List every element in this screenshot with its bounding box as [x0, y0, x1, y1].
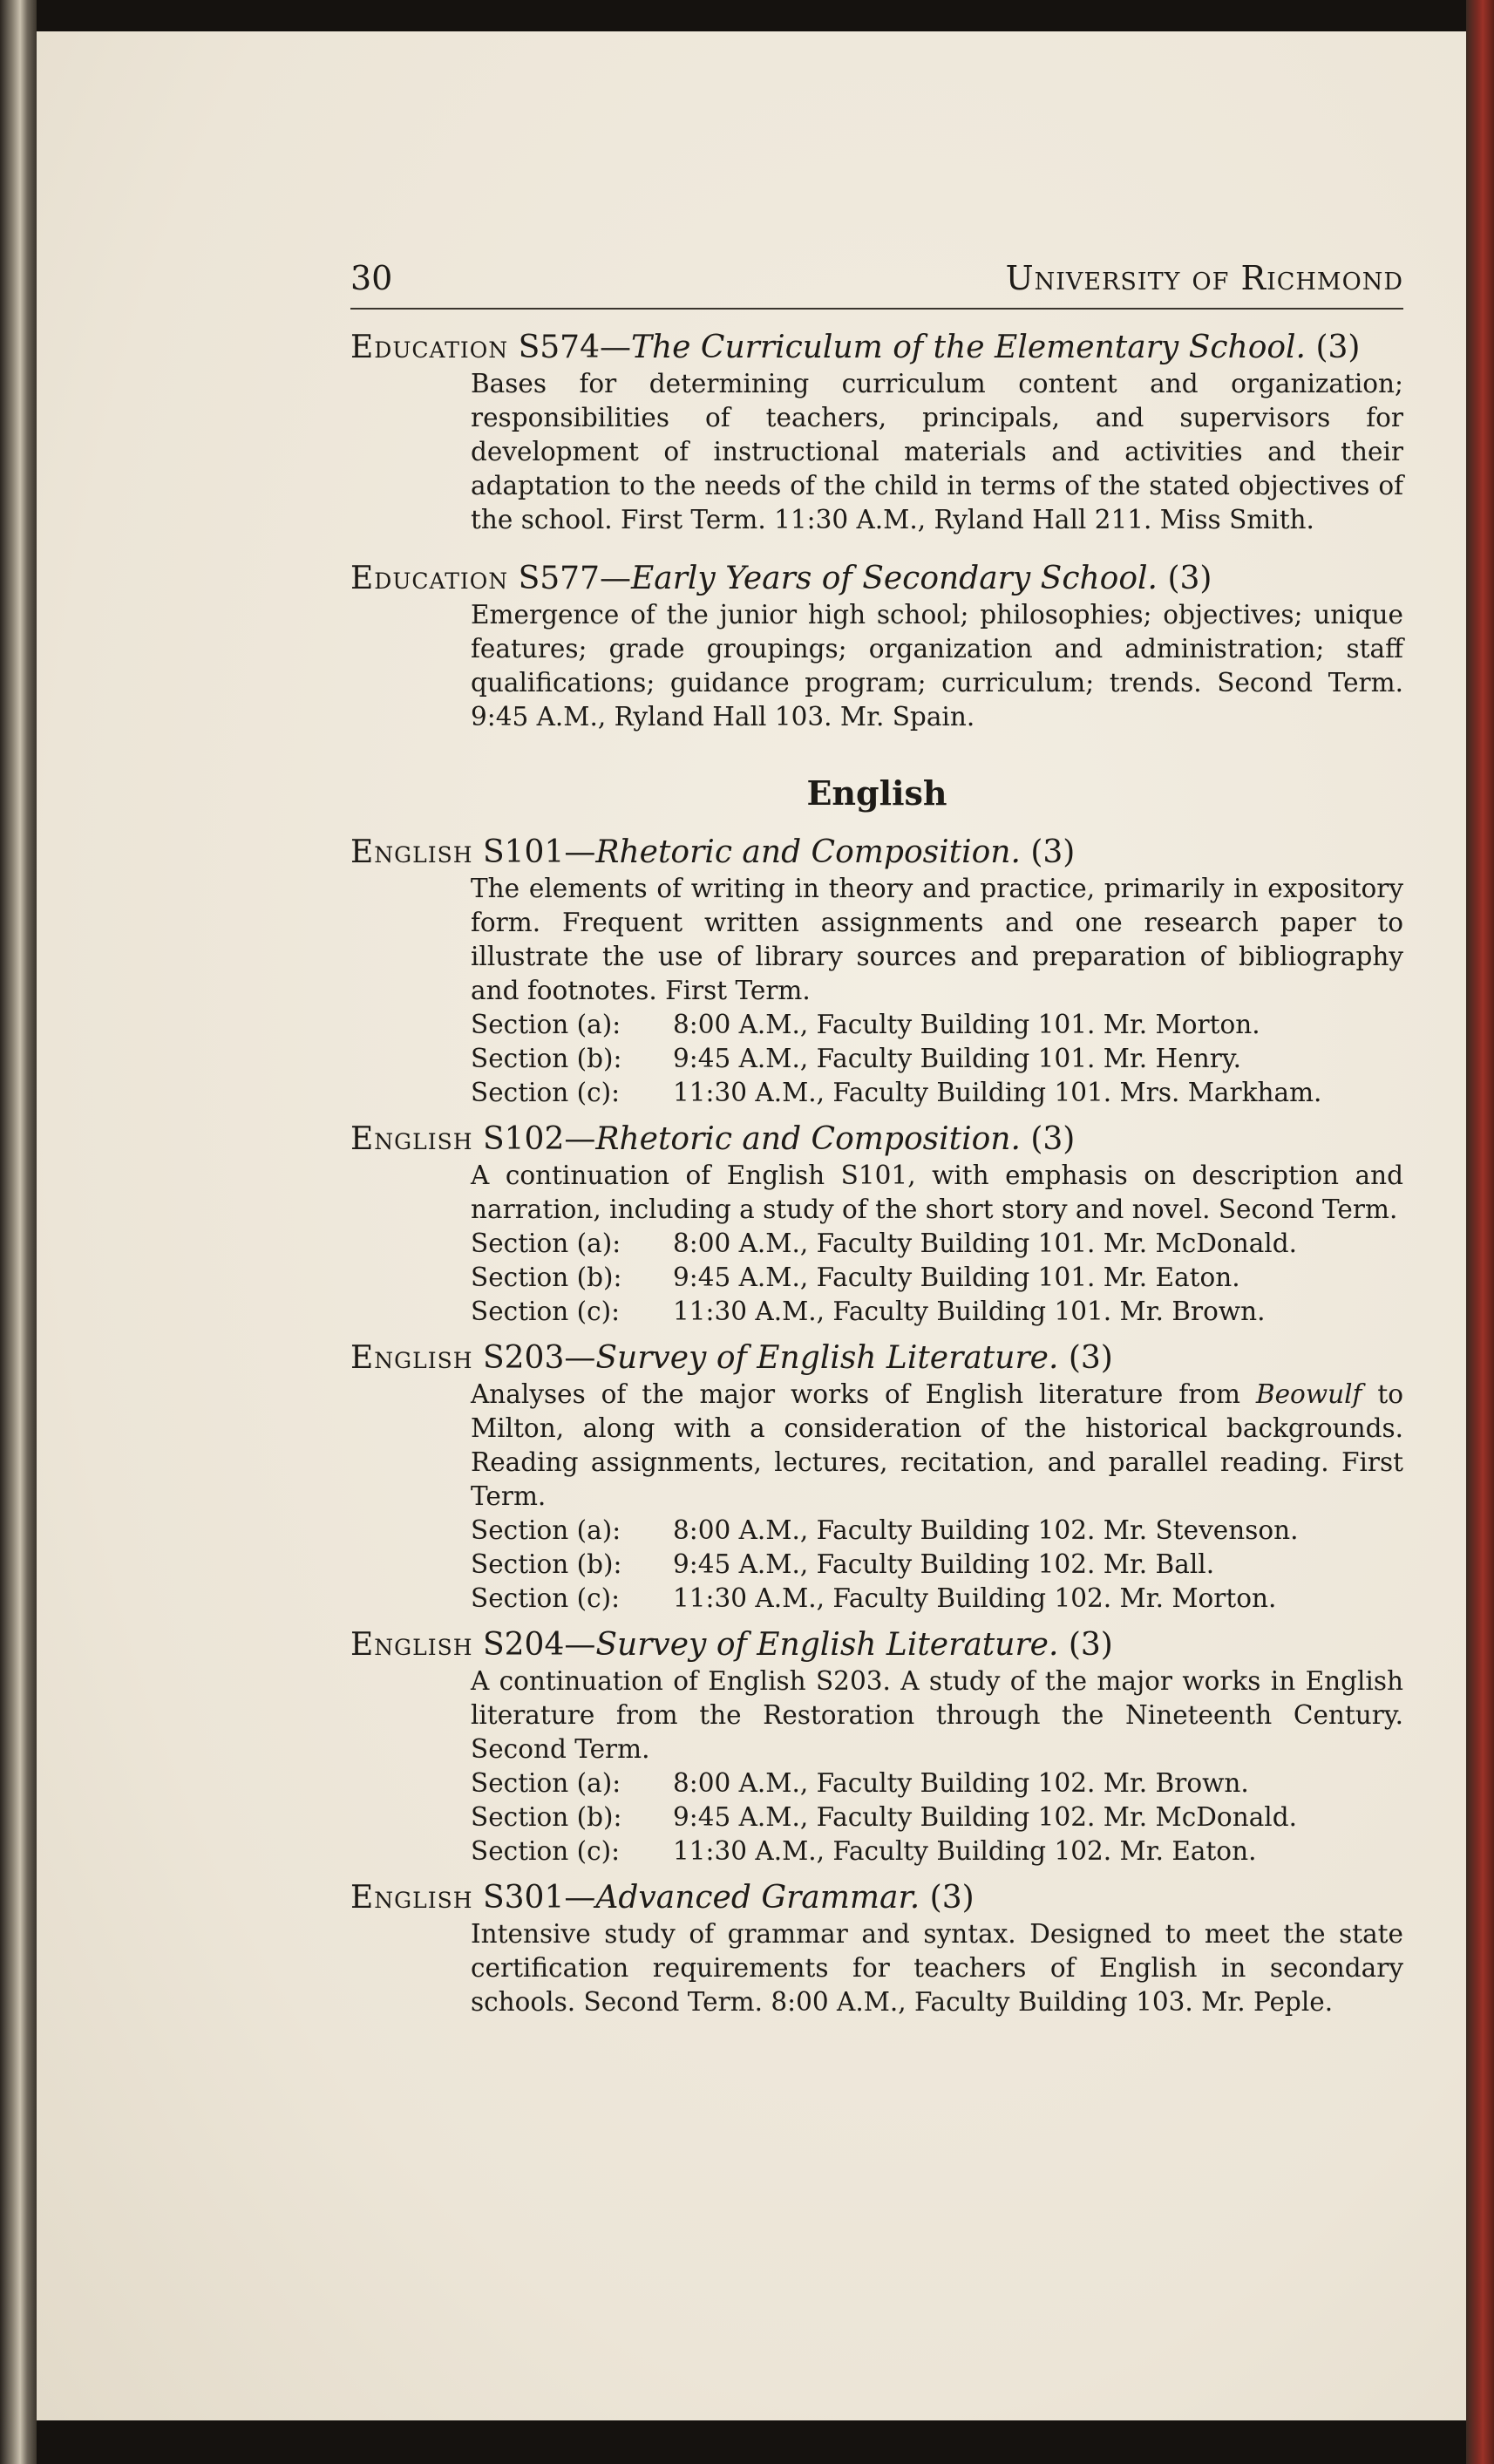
running-title: University of Richmond [1005, 259, 1403, 297]
course-english-s102 [350, 1120, 1403, 1329]
course-title: Advanced Grammar. [595, 1880, 920, 1916]
course-title: Rhetoric and Composition. [595, 834, 1021, 870]
section-detail: 11:30 A.M., Faculty Building 101. Mrs. Markham. [673, 1078, 1322, 1107]
section-row [471, 1766, 1403, 1800]
course-code: S577 [518, 561, 600, 596]
course-heading: English S204—Survey of English Literature. (3) [350, 1627, 1113, 1663]
course-description: A continuation of English S203. A study of the major works in English literature from the Restoration through the Nineteenth Century. Second Term. [471, 1666, 1403, 1764]
page-edge [1466, 0, 1494, 2464]
section-label: Section (b): [471, 1549, 622, 1579]
section-detail: 8:00 A.M., Faculty Building 102. Mr. Stevenson. [673, 1515, 1299, 1545]
course-code: S102 [482, 1121, 565, 1157]
course-title: Early Years of Secondary School. [630, 561, 1158, 596]
section-label: Section (a): [471, 1768, 621, 1798]
course-description: The elements of writing in theory and practice, primarily in expository form. Frequent written assignments and one research paper to illustrate the use of library sources and preparation of bibliography and footnotes. First Term. [471, 874, 1403, 1005]
section-label: Section (b): [471, 1044, 622, 1073]
section-label: Section (a): [471, 1515, 621, 1545]
course-credits: (3) [929, 1880, 974, 1916]
course-english-s204 [350, 1626, 1403, 1868]
section-row [471, 1261, 1403, 1295]
section-label: Section (a): [471, 1229, 621, 1258]
description-part: Analyses of the major works of English literature from [471, 1379, 1240, 1409]
course-code: S574 [518, 330, 600, 365]
course-dept: Education [350, 561, 509, 596]
course-code: S101 [482, 834, 565, 870]
course-education-s574 [350, 329, 1403, 537]
section-row [471, 1834, 1403, 1868]
section-row [471, 1548, 1403, 1582]
section-row [471, 1514, 1403, 1548]
book-binding [0, 0, 37, 2464]
section-detail: 9:45 A.M., Faculty Building 102. Mr. Ball. [673, 1549, 1215, 1579]
course-dept: Education [350, 330, 509, 365]
course-code: S204 [482, 1627, 565, 1663]
section-row [471, 1042, 1403, 1076]
section-row [471, 1008, 1403, 1042]
section-detail: 11:30 A.M., Faculty Building 101. Mr. Brown. [673, 1297, 1266, 1326]
course-credits: (3) [1030, 1121, 1076, 1157]
course-heading: Education S574—The Curriculum of the Elementary School. (3) [350, 330, 1361, 365]
course-title: The Curriculum of the Elementary School. [630, 330, 1307, 365]
course-description [471, 1378, 1403, 1514]
section-row [471, 1582, 1403, 1616]
course-heading: English S101—Rhetoric and Composition. (3) [350, 834, 1076, 870]
section-label: Section (c): [471, 1583, 621, 1613]
section-label: Section (c): [471, 1078, 621, 1107]
section-row [471, 1295, 1403, 1329]
course-credits: (3) [1030, 834, 1076, 870]
course-code: S301 [482, 1880, 565, 1916]
course-heading: English S102—Rhetoric and Composition. (3) [350, 1121, 1076, 1157]
section-detail: 9:45 A.M., Faculty Building 102. Mr. McDonald. [673, 1802, 1297, 1832]
section-label: Section (c): [471, 1836, 621, 1866]
section-detail: 11:30 A.M., Faculty Building 102. Mr. Morton. [673, 1583, 1277, 1613]
section-label: Section (a): [471, 1010, 621, 1039]
course-credits: (3) [1167, 561, 1212, 596]
section-row [471, 1076, 1403, 1110]
course-title: Survey of English Literature. [595, 1627, 1059, 1663]
course-title: Survey of English Literature. [595, 1340, 1059, 1376]
course-english-s203 [350, 1339, 1403, 1616]
course-dept: English [350, 1340, 473, 1376]
section-label: Section (c): [471, 1297, 621, 1326]
text-block [350, 257, 1403, 2030]
course-credits: (3) [1068, 1627, 1113, 1663]
section-row [471, 1227, 1403, 1261]
italic-work-title: Beowulf [1255, 1379, 1362, 1409]
running-head [350, 257, 1403, 310]
course-credits: (3) [1315, 330, 1361, 365]
course-description: Emergence of the junior high school; philosophies; objectives; unique features; grade groupings; organization and administration; staff qualifications; guidance program; curriculum; trends. Second Term. 9:45 A.M., Ryland Hall 103. Mr. Spain. [471, 600, 1403, 732]
section-detail: 11:30 A.M., Faculty Building 102. Mr. Eaton. [673, 1836, 1257, 1866]
course-dept: English [350, 1627, 473, 1663]
course-description: Intensive study of grammar and syntax. Designed to meet the state certification requirements for teachers of English in secondary schools. Second Term. 8:00 A.M., Faculty Building 103. Mr. Peple. [471, 1919, 1403, 2017]
section-detail: 9:45 A.M., Faculty Building 101. Mr. Eaton. [673, 1263, 1240, 1292]
course-english-s301 [350, 1879, 1403, 2019]
course-dept: English [350, 834, 473, 870]
page-number: 30 [350, 259, 393, 297]
course-dept: English [350, 1880, 473, 1916]
description-part: to Milton, along with a consideration of the historical backgrounds. Reading assignments, lectures, recitation, and parallel reading. First Term. [471, 1379, 1403, 1511]
course-english-s101 [350, 834, 1403, 1110]
section-row [471, 1800, 1403, 1834]
section-detail: 8:00 A.M., Faculty Building 101. Mr. McDonald. [673, 1229, 1297, 1258]
course-credits: (3) [1068, 1340, 1113, 1376]
course-heading: English S203—Survey of English Literature. (3) [350, 1340, 1113, 1376]
course-title: Rhetoric and Composition. [595, 1121, 1021, 1157]
course-description: Bases for determining curriculum content and organization; responsibilities of teachers, principals, and supervisors for development of instructional materials and activities and their adaptation to the needs of the child in terms of the stated objectives of the school. First Term. 11:30 A.M., Ryland Hall 211. Miss Smith. [471, 369, 1403, 534]
course-description: A continuation of English S101, with emphasis on description and narration, including a study of the short story and novel. Second Term. [471, 1161, 1403, 1224]
course-dept: English [350, 1121, 473, 1157]
section-label: Section (b): [471, 1802, 622, 1832]
department-heading: English [806, 773, 947, 813]
section-detail: 8:00 A.M., Faculty Building 102. Mr. Brown. [673, 1768, 1249, 1798]
course-heading: Education S577—Early Years of Secondary School. (3) [350, 561, 1212, 596]
section-label: Section (b): [471, 1263, 622, 1292]
section-detail: 8:00 A.M., Faculty Building 101. Mr. Morton. [673, 1010, 1260, 1039]
course-code: S203 [482, 1340, 565, 1376]
course-education-s577 [350, 560, 1403, 734]
section-detail: 9:45 A.M., Faculty Building 101. Mr. Henry. [673, 1044, 1241, 1073]
course-heading: English S301—Advanced Grammar. (3) [350, 1880, 974, 1916]
